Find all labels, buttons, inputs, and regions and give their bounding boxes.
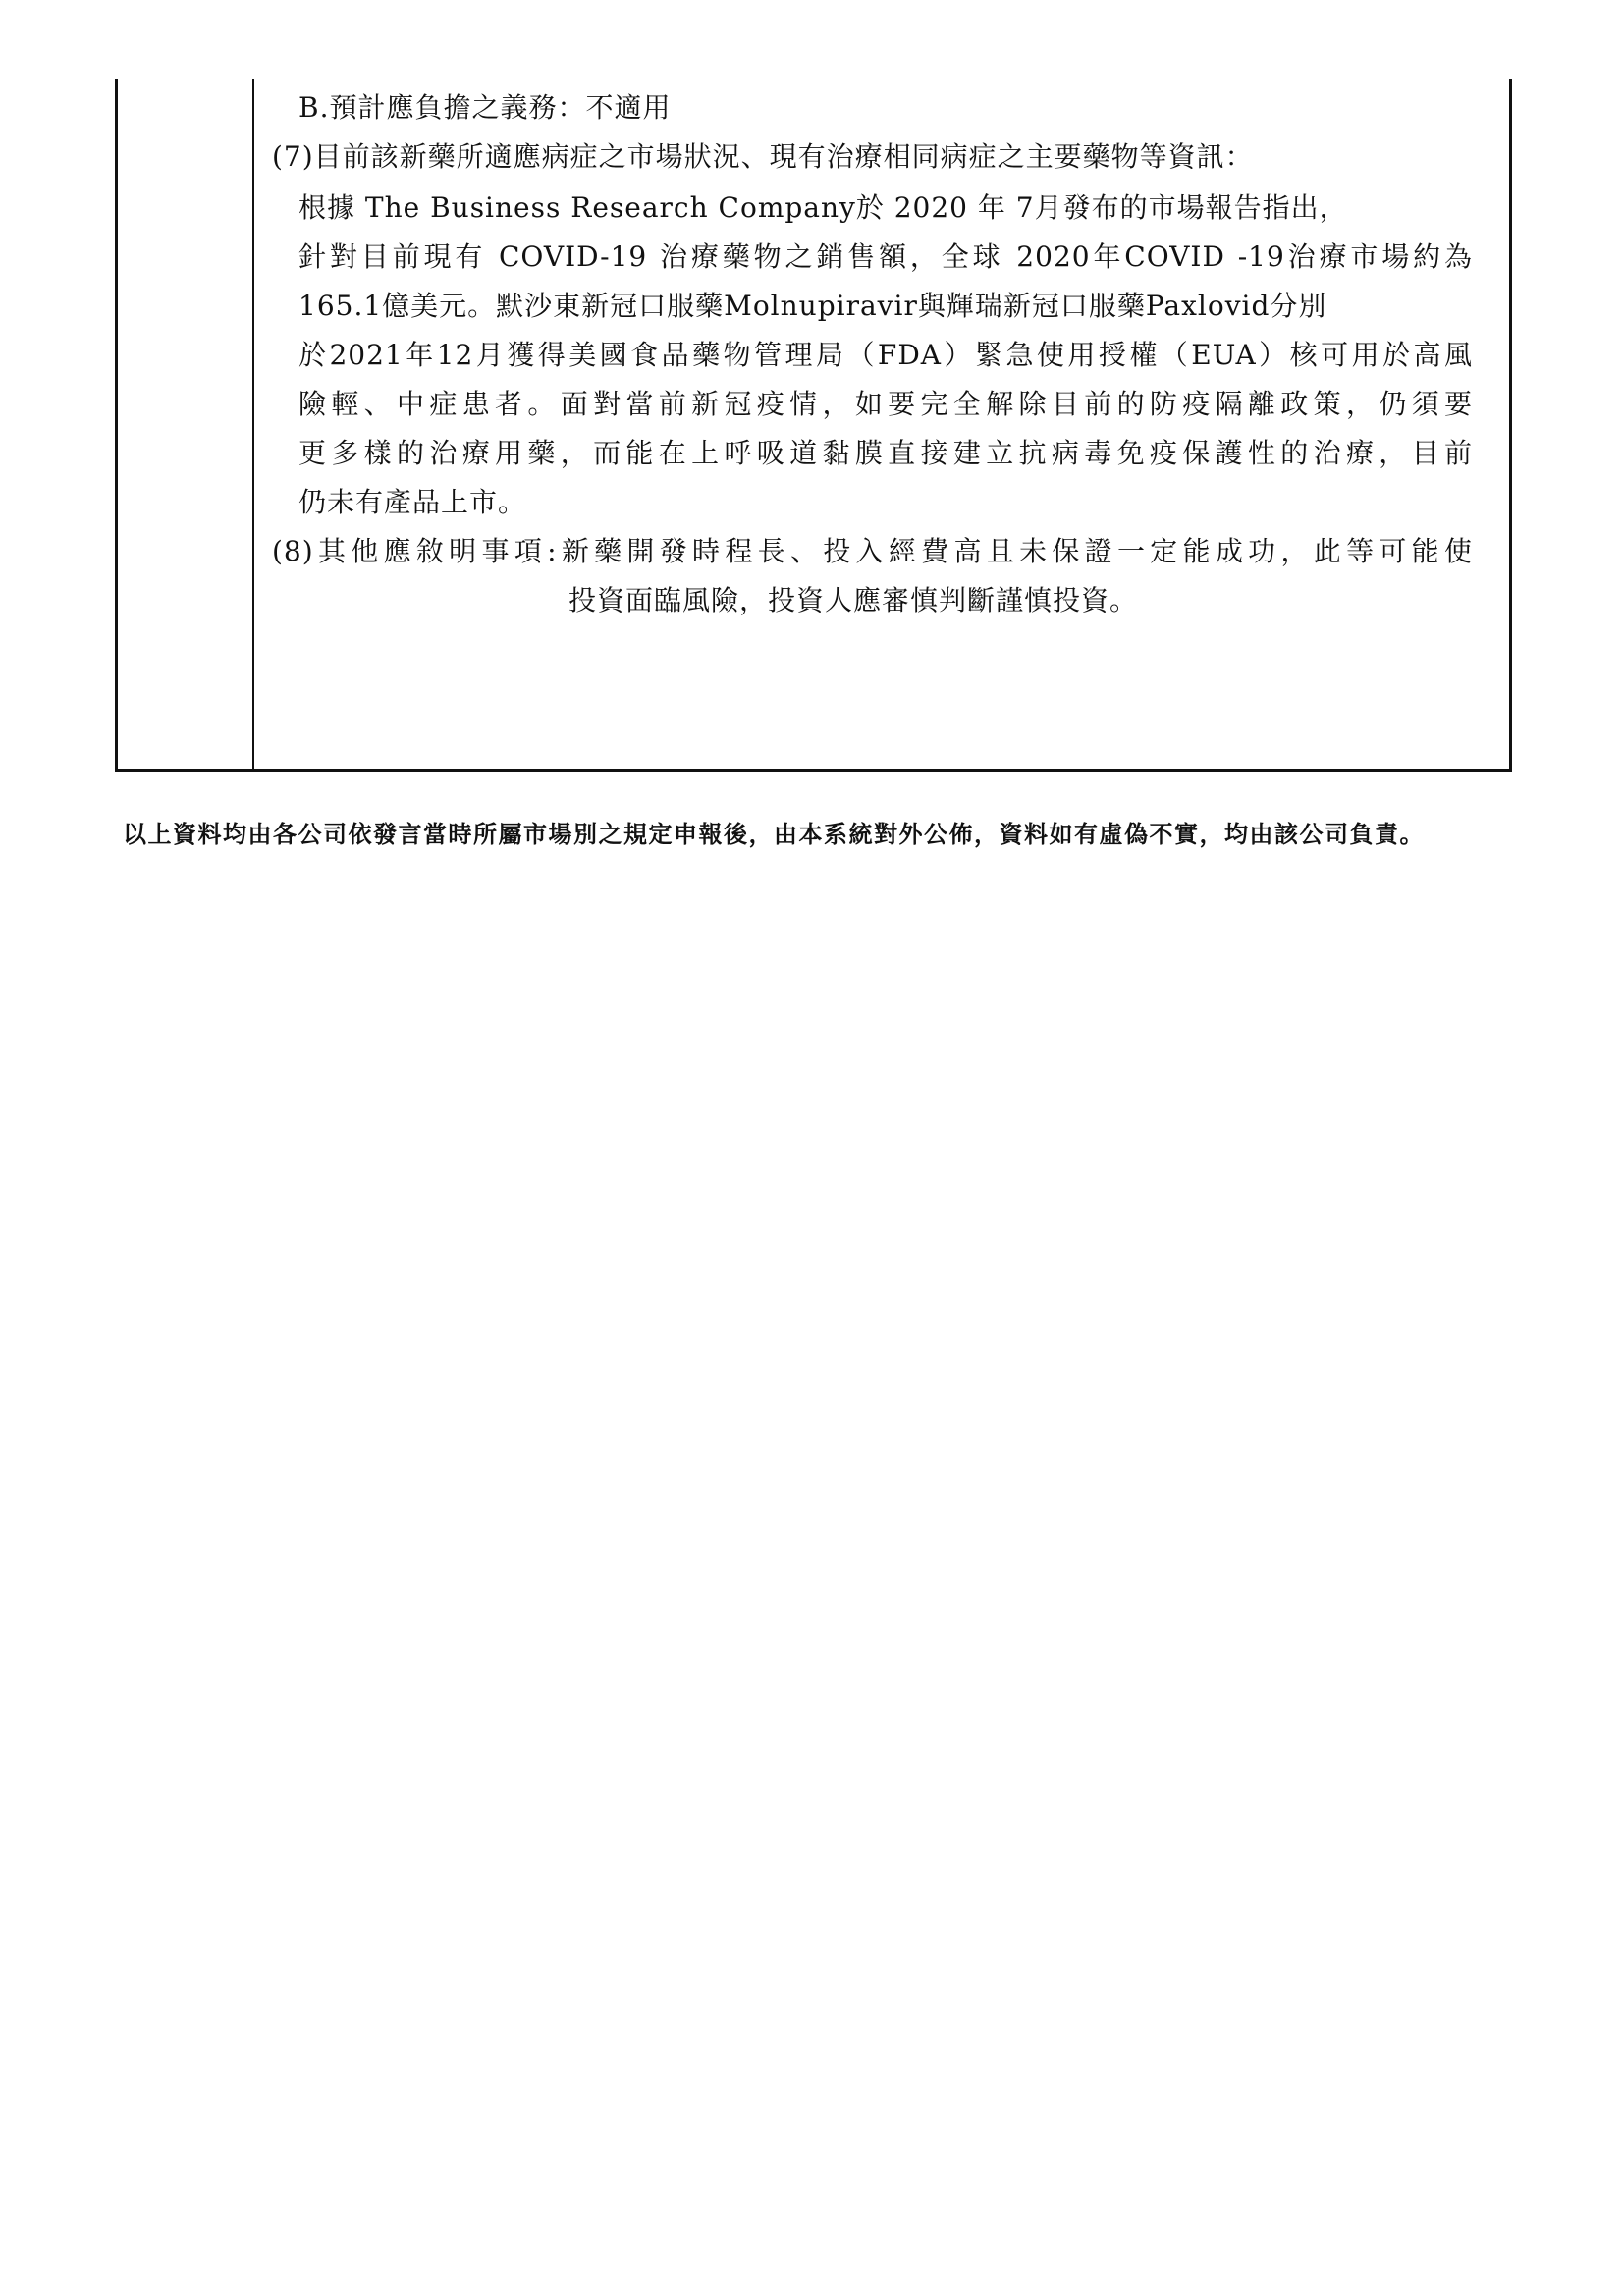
disclaimer-note: 以上資料均由各公司依發言當時所屬市場別之規定申報後，由本系統對外公佈，資料如有虛偽不實，均由該公司負責。: [123, 821, 1425, 848]
item-7-line-2: 針對目前現有 COVID-19 治療藥物之銷售額，全球 2020年COVID -19治療市場約為: [298, 240, 1473, 273]
item-7-line-1: 根據 The Business Research Company於 2020 年 7月發布的市場報告指出，: [298, 191, 1348, 224]
item-8-line-1: (8)其他應敘明事項:新藥開發時程長、投入經費高且未保證一定能成功，此等可能使: [272, 535, 1473, 567]
item-b-obligations: B.預計應負擔之義務：不適用: [298, 91, 672, 124]
content-cell: [254, 79, 1509, 769]
item-7-heading: (7)目前該新藥所適應病症之市場狀況、現有治療相同病症之主要藥物等資訊：: [272, 140, 1254, 173]
announcement-table: [115, 79, 1512, 772]
item-7-line-7: 仍未有產品上市。: [298, 486, 527, 518]
item-7-line-6: 更多樣的治療用藥，而能在上呼吸道黏膜直接建立抗病毒免疫保護性的治療，目前: [298, 437, 1473, 469]
item-7-line-3: 165.1億美元。默沙東新冠口服藥Molnupiravir與輝瑞新冠口服藥Paxlovid分別: [298, 290, 1327, 322]
item-7-line-4: 於2021年12月獲得美國食品藥物管理局（FDA）緊急使用授權（EUA）核可用於高風: [298, 339, 1473, 371]
item-7-line-5: 險輕、中症患者。面對當前新冠疫情，如要完全解除目前的防疫隔離政策，仍須要: [298, 388, 1473, 420]
item-8-line-2: 投資面臨風險，投資人應審慎判斷謹慎投資。: [568, 584, 1139, 616]
